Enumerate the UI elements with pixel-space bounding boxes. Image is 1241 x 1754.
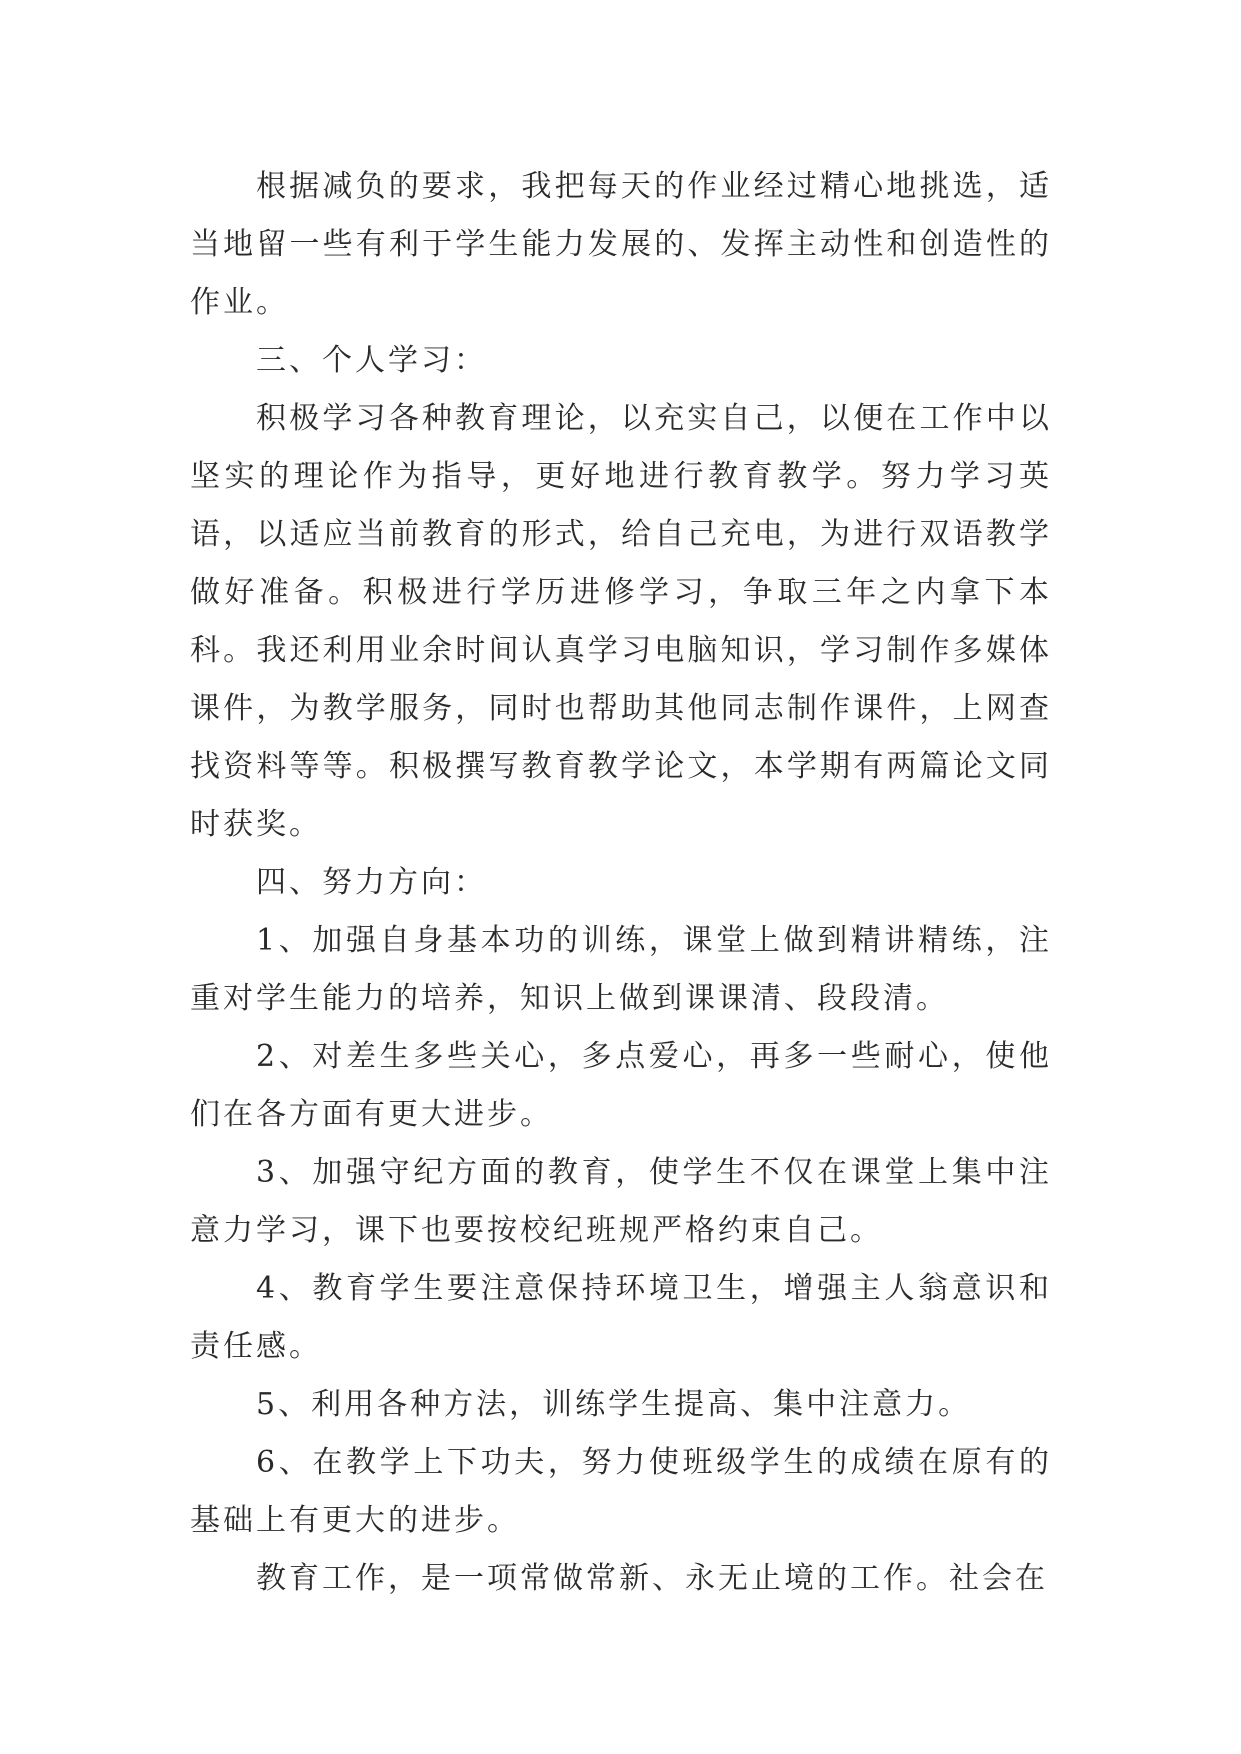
list-item-3: 3、加强守纪方面的教育，使学生不仅在课堂上集中注意力学习，课下也要按校纪班规严格约束自己。 <box>190 1155 1052 1248</box>
heading-effort-direction: 四、努力方向： <box>256 865 487 900</box>
heading-personal-study: 三、个人学习： <box>256 343 487 378</box>
list-item-5: 5、利用各种方法，训练学生提高、集中注意力。 <box>256 1387 972 1422</box>
list-item-6: 6、在教学上下功夫，努力使班级学生的成绩在原有的基础上有更大的进步。 <box>190 1445 1052 1538</box>
paragraph-homework: 根据减负的要求，我把每天的作业经过精心地挑选，适当地留一些有利于学生能力发展的、发挥主动性和创造性的作业。 <box>190 169 1052 320</box>
list-item-2: 2、对差生多些关心，多点爱心，再多一些耐心，使他们在各方面有更大进步。 <box>190 1039 1052 1132</box>
paragraph-conclusion: 教育工作，是一项常做常新、永无止境的工作。社会在 <box>256 1561 1048 1596</box>
paragraph-study-details: 积极学习各种教育理论，以充实自己，以便在工作中以坚实的理论作为指导，更好地进行教育教学。努力学习英语，以适应当前教育的形式，给自己充电，为进行双语教学做好准备。积极进行学历进修学习，争取三年之内拿下本科。我还利用业余时间认真学习电脑知识，学习制作多媒体课件，为教学服务，同时也帮助其他同志制作课件，上网查找资料等等。积极撰写教育教学论文，本学期有两篇论文同时获奖。 <box>190 401 1052 842</box>
document-body <box>190 158 1052 1608</box>
list-item-1: 1、加强自身基本功的训练，课堂上做到精讲精练，注重对学生能力的培养，知识上做到课课清、段段清。 <box>190 923 1052 1016</box>
list-item-4: 4、教育学生要注意保持环境卫生，增强主人翁意识和责任感。 <box>190 1271 1052 1364</box>
